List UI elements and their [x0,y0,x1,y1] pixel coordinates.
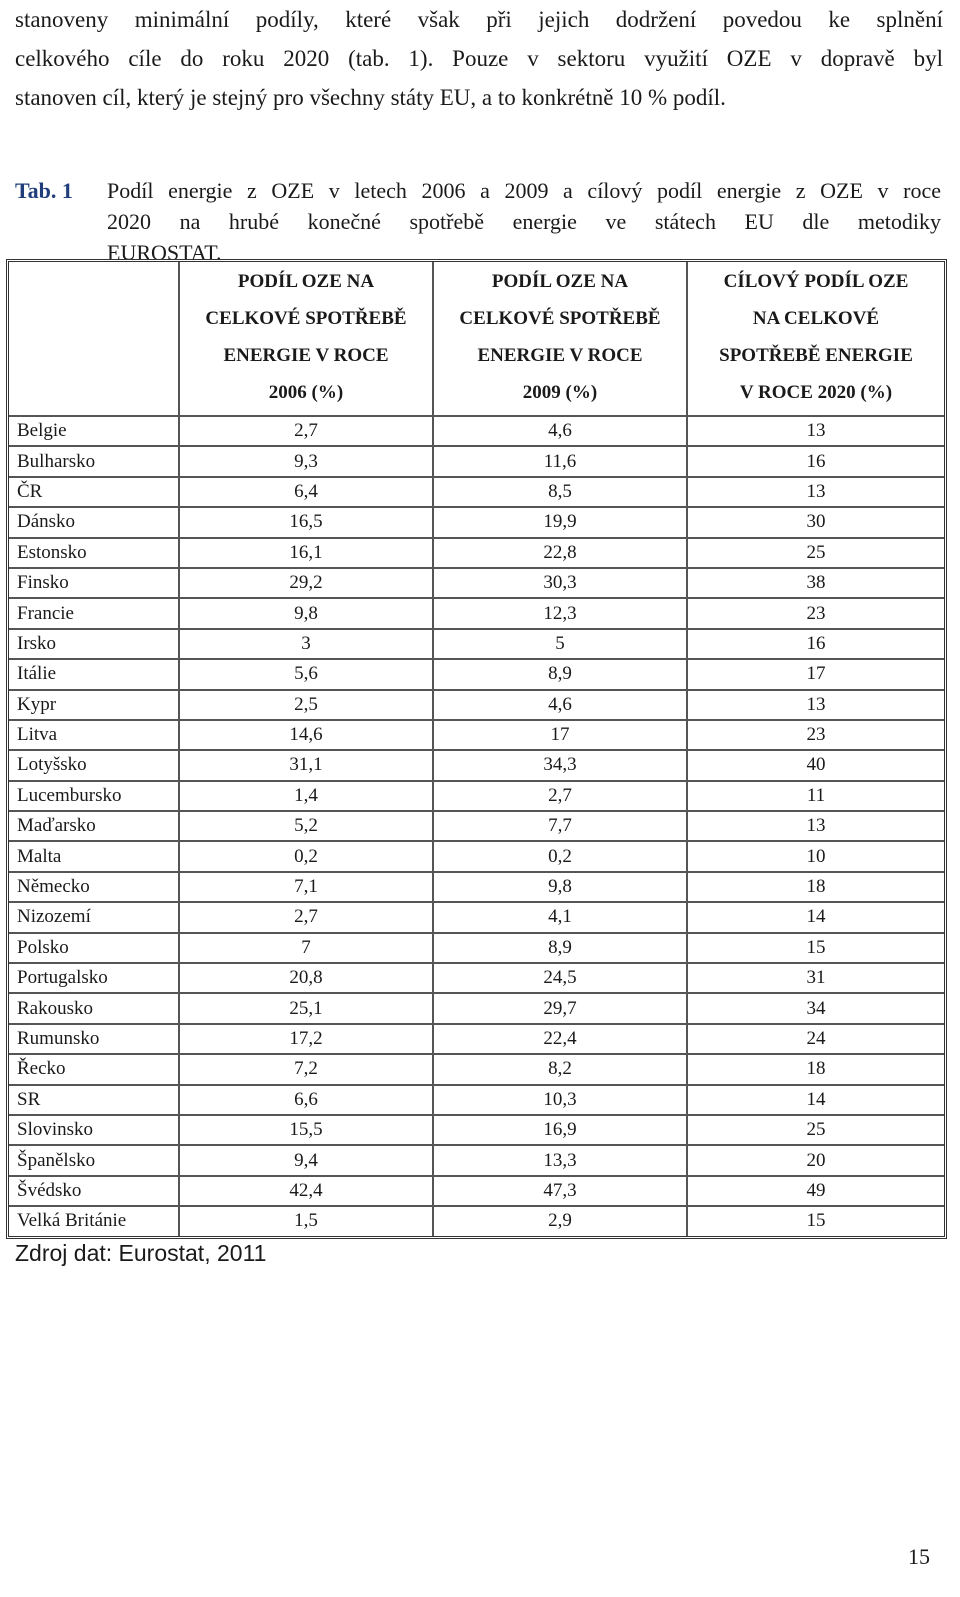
country-cell: Švédsko [9,1177,180,1207]
country-cell: Bulharsko [9,447,180,477]
value-cell: 15,5 [180,1116,434,1146]
table-row [9,447,944,477]
country-cell: Nizozemí [9,903,180,933]
country-cell: Maďarsko [9,812,180,842]
header-line: CÍLOVÝ PODÍL OZE [723,271,909,292]
country-cell: Malta [9,842,180,872]
table-row [9,1146,944,1176]
header-line: V ROCE 2020 (%) [739,382,893,403]
table-row [9,1055,944,1085]
header-cell-2 [434,262,688,417]
value-cell: 7,2 [180,1055,434,1085]
value-cell: 17 [434,721,688,751]
value-cell: 2,7 [180,417,434,447]
value-cell: 8,5 [434,478,688,508]
value-cell: 11 [688,782,944,812]
value-cell: 16 [688,447,944,477]
table-caption-text [107,175,941,268]
value-cell: 9,4 [180,1146,434,1176]
value-cell: 25 [688,539,944,569]
value-cell: 9,3 [180,447,434,477]
page-number: 15 [908,1544,930,1569]
table-row [9,478,944,508]
value-cell: 15 [806,1210,826,1232]
country-cell: Belgie [9,417,180,447]
data-source-note: Zdroj dat: Eurostat, 2011 [15,1240,267,1266]
country-cell: Španělsko [9,1146,180,1176]
value-cell: 18 [688,1055,944,1085]
country-cell: Německo [9,873,180,903]
value-cell: 16 [688,630,944,660]
header-line: SPOTŘEBĚ ENERGIE [719,345,913,366]
country-cell: Kypr [9,691,180,721]
country-cell: Lotyšsko [9,751,180,781]
country-cell: Finsko [9,569,180,599]
table-row [9,1086,944,1116]
value-cell: 17,2 [180,1025,434,1055]
value-cell: 17 [688,660,944,690]
value-cell: 13,3 [434,1146,688,1176]
value-cell: 1,4 [180,782,434,812]
table-row [9,721,944,751]
value-cell: 14 [688,1086,944,1116]
header-cell-3 [688,262,944,417]
value-cell: 2,9 [434,1207,688,1235]
value-cell: 2,7 [434,782,688,812]
header-line: CELKOVÉ SPOTŘEBĚ [205,308,407,329]
value-cell: 2,7 [180,903,434,933]
value-cell: 42,4 [180,1177,434,1207]
value-cell: 31 [688,964,944,994]
country-cell: Řecko [9,1055,180,1085]
value-cell: 4,6 [434,691,688,721]
value-cell: 7 [180,934,434,964]
table-row [9,539,944,569]
value-cell: 13 [688,478,944,508]
value-cell: 4,6 [434,417,688,447]
table-row [9,751,944,781]
table-row [9,508,944,538]
value-cell: 6,6 [180,1086,434,1116]
header-line: PODÍL OZE NA [237,271,375,292]
value-cell: 11,6 [434,447,688,477]
table-row [9,660,944,690]
value-cell: 20,8 [180,964,434,994]
value-cell: 5,6 [180,660,434,690]
header-cell-country [9,262,180,417]
value-cell: 13 [688,691,944,721]
table-row [9,964,944,994]
value-cell: 10 [688,842,944,872]
country-cell: ČR [9,478,180,508]
country-cell: Itálie [9,660,180,690]
value-cell: 24,5 [434,964,688,994]
table-row [9,903,944,933]
value-cell: 30,3 [434,569,688,599]
value-cell: 40 [688,751,944,781]
table-row [9,1177,944,1207]
value-cell: 5 [434,630,688,660]
table-row [9,934,944,964]
value-cell: 8,9 [434,660,688,690]
value-cell: 14 [688,903,944,933]
value-cell: 4,1 [434,903,688,933]
value-cell: 25 [688,1116,944,1146]
country-cell: Litva [9,721,180,751]
value-cell: 23 [688,599,944,629]
value-cell: 19,9 [434,508,688,538]
value-cell: 7,7 [434,812,688,842]
intro-line: stanoveny minimální podíly, které však při jejich dodržení povedou ke splnění [15,7,943,32]
caption-line: 2020 na hrubé konečné spotřebě energie ve státech EU dle metodiky [107,209,941,234]
country-cell: Rumunsko [9,1025,180,1055]
value-cell: 34,3 [434,751,688,781]
value-cell: 29,7 [434,994,688,1024]
table-row [9,599,944,629]
value-cell: 24 [688,1025,944,1055]
table-row [9,691,944,721]
value-cell: 31,1 [180,751,434,781]
value-cell: 12,3 [434,599,688,629]
value-cell: 16,9 [434,1116,688,1146]
value-cell: 9,8 [180,599,434,629]
value-cell: 16,1 [180,539,434,569]
value-cell: 0,2 [180,842,434,872]
value-cell: 22,4 [434,1025,688,1055]
value-cell: 49 [688,1177,944,1207]
country-cell: SR [9,1086,180,1116]
value-cell: 34 [688,994,944,1024]
header-line: ENERGIE V ROCE [223,345,389,366]
table-row [9,417,944,447]
value-cell: 14,6 [180,721,434,751]
value-cell: 38 [688,569,944,599]
table-row [9,1025,944,1055]
header-line: CELKOVÉ SPOTŘEBĚ [459,308,661,329]
value-cell: 1,5 [180,1207,434,1235]
table-header-row [9,262,944,417]
value-cell: 30 [688,508,944,538]
table-row [9,782,944,812]
caption-line: EUROSTAT. [107,240,222,265]
value-cell: 23 [688,721,944,751]
country-cell: Portugalsko [9,964,180,994]
value-cell: 13 [688,417,944,447]
value-cell: 29,2 [180,569,434,599]
table-row [9,1207,944,1235]
header-cell-1 [180,262,434,417]
value-cell: 15 [688,934,944,964]
value-cell: 9,8 [434,873,688,903]
table-row [9,873,944,903]
intro-line: celkového cíle do roku 2020 (tab. 1). Pouze v sektoru využití OZE v dopravě byl [15,46,943,71]
value-cell: 8,2 [434,1055,688,1085]
value-cell: 3 [180,630,434,660]
value-cell: 2,5 [180,691,434,721]
country-cell: Slovinsko [9,1116,180,1146]
value-cell: 18 [688,873,944,903]
intro-paragraph [15,0,943,117]
country-cell: Polsko [9,934,180,964]
value-cell: 16,5 [180,508,434,538]
table-caption-label: Tab. 1 [15,178,73,203]
header-line: 2006 (%) [268,382,344,403]
table-row [9,812,944,842]
table-row [9,630,944,660]
country-cell: Francie [9,599,180,629]
country-cell: Velká Británie [9,1207,180,1235]
table-row [9,994,944,1024]
header-line: ENERGIE V ROCE [477,345,643,366]
header-line: NA CELKOVÉ [752,308,880,329]
country-cell: Estonsko [9,539,180,569]
country-cell: Irsko [9,630,180,660]
value-cell: 20 [688,1146,944,1176]
value-cell: 0,2 [434,842,688,872]
renewable-energy-table [6,259,947,1239]
header-line: PODÍL OZE NA [491,271,629,292]
header-line: 2009 (%) [522,382,598,403]
table-row [9,842,944,872]
value-cell: 22,8 [434,539,688,569]
value-cell: 25,1 [180,994,434,1024]
country-cell: Dánsko [9,508,180,538]
country-cell: Lucembursko [9,782,180,812]
value-cell: 10,3 [434,1086,688,1116]
country-cell: Rakousko [9,994,180,1024]
value-cell: 13 [688,812,944,842]
value-cell: 7,1 [180,873,434,903]
intro-line: stanoven cíl, který je stejný pro všechny státy EU, a to konkrétně 10 % podíl. [15,85,726,110]
value-cell: 5,2 [180,812,434,842]
table-body [9,417,944,1236]
caption-line: Podíl energie z OZE v letech 2006 a 2009 a cílový podíl energie z OZE v roce [107,178,941,203]
table-row [9,569,944,599]
table-row [9,1116,944,1146]
value-cell: 47,3 [434,1177,688,1207]
value-cell: 6,4 [180,478,434,508]
value-cell: 8,9 [434,934,688,964]
